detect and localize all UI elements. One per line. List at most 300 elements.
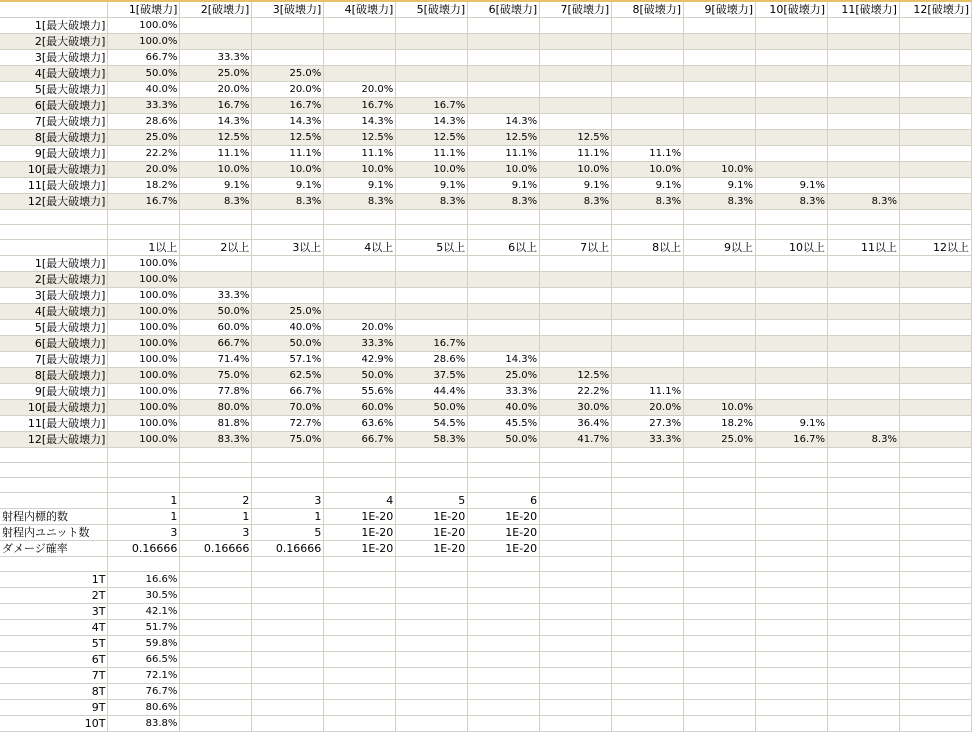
turn-value-cell[interactable]: 59.8%	[108, 636, 180, 652]
empty-cell[interactable]	[612, 130, 684, 146]
empty-cell[interactable]	[899, 130, 971, 146]
empty-cell[interactable]	[540, 700, 612, 716]
empty-cell[interactable]	[899, 604, 971, 620]
empty-cell[interactable]	[756, 146, 828, 162]
turn-value-cell[interactable]: 16.6%	[108, 572, 180, 588]
empty-cell[interactable]	[468, 320, 540, 336]
empty-cell[interactable]	[828, 304, 900, 320]
column-header-cell[interactable]: 1以上	[108, 240, 180, 256]
empty-cell[interactable]	[468, 66, 540, 82]
empty-cell[interactable]	[684, 525, 756, 541]
value-cell[interactable]: 20.0%	[108, 162, 180, 178]
turn-value-cell[interactable]: 42.1%	[108, 604, 180, 620]
empty-cell[interactable]	[684, 541, 756, 557]
value-cell[interactable]: 33.3%	[180, 50, 252, 66]
empty-cell[interactable]	[899, 541, 971, 557]
value-cell[interactable]: 33.3%	[324, 336, 396, 352]
empty-cell[interactable]	[612, 620, 684, 636]
turn-value-cell[interactable]: 66.5%	[108, 652, 180, 668]
value-cell[interactable]: 77.8%	[180, 384, 252, 400]
empty-cell[interactable]	[684, 304, 756, 320]
empty-cell[interactable]	[540, 320, 612, 336]
corner-cell[interactable]	[0, 1, 108, 18]
empty-cell[interactable]	[612, 66, 684, 82]
column-header-cell[interactable]: 8[破壊力]	[612, 1, 684, 18]
empty-cell[interactable]	[612, 34, 684, 50]
empty-cell[interactable]	[540, 463, 612, 478]
empty-cell[interactable]	[0, 225, 108, 240]
empty-cell[interactable]	[612, 98, 684, 114]
row-label-cell[interactable]: 1[最大破壊力]	[0, 256, 108, 272]
empty-cell[interactable]	[180, 34, 252, 50]
value-cell[interactable]: 8.3%	[828, 432, 900, 448]
empty-cell[interactable]	[828, 256, 900, 272]
empty-cell[interactable]	[252, 684, 324, 700]
value-cell[interactable]: 44.4%	[396, 384, 468, 400]
value-cell[interactable]: 72.7%	[252, 416, 324, 432]
empty-cell[interactable]	[540, 304, 612, 320]
empty-cell[interactable]	[828, 162, 900, 178]
empty-cell[interactable]	[684, 34, 756, 50]
empty-cell[interactable]	[684, 448, 756, 463]
empty-cell[interactable]	[899, 50, 971, 66]
empty-cell[interactable]	[612, 525, 684, 541]
value-cell[interactable]: 14.3%	[468, 352, 540, 368]
row-label-cell[interactable]: 2[最大破壊力]	[0, 34, 108, 50]
empty-cell[interactable]	[684, 336, 756, 352]
empty-cell[interactable]	[756, 620, 828, 636]
empty-cell[interactable]	[252, 636, 324, 652]
value-cell[interactable]: 9.1%	[540, 178, 612, 194]
empty-cell[interactable]	[324, 700, 396, 716]
column-header-cell[interactable]: 9以上	[684, 240, 756, 256]
empty-cell[interactable]	[756, 162, 828, 178]
empty-cell[interactable]	[756, 368, 828, 384]
empty-cell[interactable]	[324, 288, 396, 304]
empty-cell[interactable]	[899, 256, 971, 272]
empty-cell[interactable]	[468, 716, 540, 732]
empty-cell[interactable]	[684, 636, 756, 652]
empty-cell[interactable]	[756, 684, 828, 700]
empty-cell[interactable]	[0, 463, 108, 478]
value-cell[interactable]: 14.3%	[180, 114, 252, 130]
value-cell[interactable]: 11.1%	[612, 384, 684, 400]
empty-cell[interactable]	[396, 304, 468, 320]
value-cell[interactable]: 66.7%	[180, 336, 252, 352]
value-cell[interactable]: 62.5%	[252, 368, 324, 384]
empty-cell[interactable]	[324, 588, 396, 604]
value-cell[interactable]: 12.5%	[252, 130, 324, 146]
value-cell[interactable]: 66.7%	[324, 432, 396, 448]
turn-label-cell[interactable]: 9T	[0, 700, 108, 716]
value-cell[interactable]: 10.0%	[396, 162, 468, 178]
empty-cell[interactable]	[612, 541, 684, 557]
column-header-cell[interactable]: 3[破壊力]	[252, 1, 324, 18]
empty-cell[interactable]	[180, 225, 252, 240]
empty-cell[interactable]	[612, 493, 684, 509]
value-cell[interactable]: 18.2%	[108, 178, 180, 194]
empty-cell[interactable]	[0, 448, 108, 463]
row-label-cell[interactable]: 射程内ユニット数	[0, 525, 108, 541]
empty-cell[interactable]	[684, 572, 756, 588]
empty-cell[interactable]	[756, 114, 828, 130]
empty-cell[interactable]	[396, 588, 468, 604]
row-label-cell[interactable]: 2[最大破壊力]	[0, 272, 108, 288]
empty-cell[interactable]	[180, 588, 252, 604]
empty-cell[interactable]	[324, 272, 396, 288]
value-cell[interactable]: 10.0%	[684, 400, 756, 416]
turn-label-cell[interactable]: 5T	[0, 636, 108, 652]
value-cell[interactable]: 50.0%	[252, 336, 324, 352]
empty-cell[interactable]	[252, 50, 324, 66]
value-cell[interactable]: 28.6%	[108, 114, 180, 130]
empty-cell[interactable]	[828, 352, 900, 368]
empty-cell[interactable]	[612, 572, 684, 588]
turn-label-cell[interactable]: 7T	[0, 668, 108, 684]
empty-cell[interactable]	[108, 448, 180, 463]
empty-cell[interactable]	[396, 636, 468, 652]
empty-cell[interactable]	[540, 66, 612, 82]
value-cell[interactable]: 0.16666	[252, 541, 324, 557]
empty-cell[interactable]	[828, 557, 900, 572]
empty-cell[interactable]	[468, 256, 540, 272]
empty-cell[interactable]	[899, 668, 971, 684]
empty-cell[interactable]	[828, 18, 900, 34]
value-cell[interactable]: 11.1%	[612, 146, 684, 162]
turn-value-cell[interactable]: 83.8%	[108, 716, 180, 732]
value-cell[interactable]: 20.0%	[252, 82, 324, 98]
empty-cell[interactable]	[828, 493, 900, 509]
empty-cell[interactable]	[899, 34, 971, 50]
row-label-cell[interactable]: 3[最大破壊力]	[0, 288, 108, 304]
value-cell[interactable]: 9.1%	[612, 178, 684, 194]
empty-cell[interactable]	[180, 684, 252, 700]
empty-cell[interactable]	[396, 18, 468, 34]
empty-cell[interactable]	[612, 684, 684, 700]
column-header-cell[interactable]: 5	[396, 493, 468, 509]
value-cell[interactable]: 40.0%	[252, 320, 324, 336]
empty-cell[interactable]	[899, 416, 971, 432]
empty-cell[interactable]	[899, 304, 971, 320]
empty-cell[interactable]	[612, 588, 684, 604]
empty-cell[interactable]	[899, 493, 971, 509]
empty-cell[interactable]	[684, 50, 756, 66]
empty-cell[interactable]	[108, 478, 180, 493]
value-cell[interactable]: 8.3%	[468, 194, 540, 210]
empty-cell[interactable]	[612, 114, 684, 130]
empty-cell[interactable]	[396, 668, 468, 684]
value-cell[interactable]: 20.0%	[324, 320, 396, 336]
empty-cell[interactable]	[899, 572, 971, 588]
turn-label-cell[interactable]: 4T	[0, 620, 108, 636]
empty-cell[interactable]	[540, 684, 612, 700]
turn-label-cell[interactable]: 10T	[0, 716, 108, 732]
value-cell[interactable]: 60.0%	[180, 320, 252, 336]
value-cell[interactable]: 10.0%	[540, 162, 612, 178]
empty-cell[interactable]	[180, 256, 252, 272]
value-cell[interactable]: 8.3%	[252, 194, 324, 210]
empty-cell[interactable]	[828, 178, 900, 194]
empty-cell[interactable]	[324, 572, 396, 588]
empty-cell[interactable]	[252, 620, 324, 636]
empty-cell[interactable]	[396, 288, 468, 304]
value-cell[interactable]: 1	[108, 509, 180, 525]
value-cell[interactable]: 50.0%	[396, 400, 468, 416]
empty-cell[interactable]	[828, 50, 900, 66]
empty-cell[interactable]	[828, 288, 900, 304]
value-cell[interactable]: 50.0%	[324, 368, 396, 384]
empty-cell[interactable]	[684, 146, 756, 162]
empty-cell[interactable]	[540, 620, 612, 636]
empty-cell[interactable]	[828, 604, 900, 620]
empty-cell[interactable]	[899, 448, 971, 463]
empty-cell[interactable]	[684, 384, 756, 400]
empty-cell[interactable]	[899, 98, 971, 114]
empty-cell[interactable]	[612, 478, 684, 493]
value-cell[interactable]: 9.1%	[756, 178, 828, 194]
empty-cell[interactable]	[828, 82, 900, 98]
empty-cell[interactable]	[828, 668, 900, 684]
empty-cell[interactable]	[540, 716, 612, 732]
empty-cell[interactable]	[684, 652, 756, 668]
row-label-cell[interactable]: 12[最大破壊力]	[0, 432, 108, 448]
value-cell[interactable]: 25.0%	[252, 304, 324, 320]
value-cell[interactable]: 100.0%	[108, 400, 180, 416]
empty-cell[interactable]	[684, 272, 756, 288]
empty-cell[interactable]	[684, 98, 756, 114]
empty-cell[interactable]	[828, 98, 900, 114]
empty-cell[interactable]	[899, 463, 971, 478]
empty-cell[interactable]	[180, 448, 252, 463]
value-cell[interactable]: 42.9%	[324, 352, 396, 368]
value-cell[interactable]: 16.7%	[396, 336, 468, 352]
empty-cell[interactable]	[756, 66, 828, 82]
empty-cell[interactable]	[396, 463, 468, 478]
empty-cell[interactable]	[468, 604, 540, 620]
empty-cell[interactable]	[108, 557, 180, 572]
empty-cell[interactable]	[899, 18, 971, 34]
value-cell[interactable]: 14.3%	[396, 114, 468, 130]
value-cell[interactable]: 12.5%	[324, 130, 396, 146]
empty-cell[interactable]	[828, 541, 900, 557]
row-label-cell[interactable]: 12[最大破壊力]	[0, 194, 108, 210]
empty-cell[interactable]	[468, 572, 540, 588]
empty-cell[interactable]	[468, 668, 540, 684]
empty-cell[interactable]	[324, 684, 396, 700]
value-cell[interactable]: 33.3%	[468, 384, 540, 400]
empty-cell[interactable]	[899, 636, 971, 652]
value-cell[interactable]: 33.3%	[612, 432, 684, 448]
empty-cell[interactable]	[540, 288, 612, 304]
empty-cell[interactable]	[540, 50, 612, 66]
value-cell[interactable]: 8.3%	[756, 194, 828, 210]
empty-cell[interactable]	[108, 463, 180, 478]
value-cell[interactable]: 33.3%	[108, 98, 180, 114]
empty-cell[interactable]	[756, 288, 828, 304]
empty-cell[interactable]	[899, 320, 971, 336]
value-cell[interactable]: 83.3%	[180, 432, 252, 448]
column-header-cell[interactable]: 1	[108, 493, 180, 509]
turn-label-cell[interactable]: 2T	[0, 588, 108, 604]
empty-cell[interactable]	[180, 210, 252, 225]
value-cell[interactable]: 80.0%	[180, 400, 252, 416]
value-cell[interactable]: 37.5%	[396, 368, 468, 384]
empty-cell[interactable]	[756, 448, 828, 463]
value-cell[interactable]: 11.1%	[540, 146, 612, 162]
value-cell[interactable]: 0.16666	[180, 541, 252, 557]
empty-cell[interactable]	[756, 98, 828, 114]
empty-cell[interactable]	[540, 588, 612, 604]
empty-cell[interactable]	[612, 716, 684, 732]
empty-cell[interactable]	[396, 225, 468, 240]
column-header-cell[interactable]: 7以上	[540, 240, 612, 256]
empty-cell[interactable]	[540, 541, 612, 557]
empty-cell[interactable]	[468, 18, 540, 34]
value-cell[interactable]: 100.0%	[108, 18, 180, 34]
value-cell[interactable]: 9.1%	[756, 416, 828, 432]
row-label-cell[interactable]: 8[最大破壊力]	[0, 130, 108, 146]
value-cell[interactable]: 1E-20	[468, 509, 540, 525]
empty-cell[interactable]	[756, 604, 828, 620]
turn-value-cell[interactable]: 30.5%	[108, 588, 180, 604]
empty-cell[interactable]	[612, 256, 684, 272]
value-cell[interactable]: 40.0%	[108, 82, 180, 98]
empty-cell[interactable]	[396, 34, 468, 50]
empty-cell[interactable]	[756, 636, 828, 652]
column-header-cell[interactable]: 6[破壊力]	[468, 1, 540, 18]
empty-cell[interactable]	[899, 114, 971, 130]
empty-cell[interactable]	[684, 716, 756, 732]
column-header-cell[interactable]: 8以上	[612, 240, 684, 256]
empty-cell[interactable]	[396, 210, 468, 225]
value-cell[interactable]: 9.1%	[180, 178, 252, 194]
row-label-cell[interactable]: 9[最大破壊力]	[0, 384, 108, 400]
empty-cell[interactable]	[899, 178, 971, 194]
empty-cell[interactable]	[540, 272, 612, 288]
row-label-cell[interactable]: 8[最大破壊力]	[0, 368, 108, 384]
empty-cell[interactable]	[324, 668, 396, 684]
empty-cell[interactable]	[540, 98, 612, 114]
empty-cell[interactable]	[828, 368, 900, 384]
value-cell[interactable]: 33.3%	[180, 288, 252, 304]
value-cell[interactable]: 100.0%	[108, 272, 180, 288]
value-cell[interactable]: 14.3%	[468, 114, 540, 130]
empty-cell[interactable]	[828, 114, 900, 130]
value-cell[interactable]: 9.1%	[684, 178, 756, 194]
value-cell[interactable]: 100.0%	[108, 34, 180, 50]
empty-cell[interactable]	[540, 509, 612, 525]
empty-cell[interactable]	[612, 82, 684, 98]
row-label-cell[interactable]: 6[最大破壊力]	[0, 98, 108, 114]
empty-cell[interactable]	[899, 384, 971, 400]
empty-cell[interactable]	[612, 288, 684, 304]
value-cell[interactable]: 11.1%	[468, 146, 540, 162]
empty-cell[interactable]	[252, 557, 324, 572]
row-label-cell[interactable]: 射程内標的数	[0, 509, 108, 525]
empty-cell[interactable]	[396, 320, 468, 336]
empty-cell[interactable]	[684, 700, 756, 716]
turn-value-cell[interactable]: 72.1%	[108, 668, 180, 684]
value-cell[interactable]: 100.0%	[108, 432, 180, 448]
value-cell[interactable]: 45.5%	[468, 416, 540, 432]
empty-cell[interactable]	[684, 352, 756, 368]
empty-cell[interactable]	[828, 272, 900, 288]
value-cell[interactable]: 75.0%	[180, 368, 252, 384]
empty-cell[interactable]	[899, 400, 971, 416]
empty-cell[interactable]	[828, 525, 900, 541]
row-label-cell[interactable]: 5[最大破壊力]	[0, 82, 108, 98]
value-cell[interactable]: 9.1%	[396, 178, 468, 194]
empty-cell[interactable]	[180, 272, 252, 288]
empty-cell[interactable]	[540, 225, 612, 240]
empty-cell[interactable]	[756, 304, 828, 320]
empty-cell[interactable]	[828, 320, 900, 336]
empty-cell[interactable]	[468, 636, 540, 652]
value-cell[interactable]: 28.6%	[396, 352, 468, 368]
empty-cell[interactable]	[540, 572, 612, 588]
empty-cell[interactable]	[684, 368, 756, 384]
value-cell[interactable]: 8.3%	[684, 194, 756, 210]
empty-cell[interactable]	[468, 288, 540, 304]
empty-cell[interactable]	[540, 448, 612, 463]
empty-cell[interactable]	[756, 18, 828, 34]
value-cell[interactable]: 1E-20	[396, 525, 468, 541]
empty-cell[interactable]	[396, 66, 468, 82]
empty-cell[interactable]	[324, 557, 396, 572]
column-header-cell[interactable]: 11以上	[828, 240, 900, 256]
empty-cell[interactable]	[180, 636, 252, 652]
empty-cell[interactable]	[468, 336, 540, 352]
empty-cell[interactable]	[756, 463, 828, 478]
empty-cell[interactable]	[612, 636, 684, 652]
empty-cell[interactable]	[468, 620, 540, 636]
empty-cell[interactable]	[468, 225, 540, 240]
column-header-cell[interactable]: 3以上	[252, 240, 324, 256]
value-cell[interactable]: 100.0%	[108, 336, 180, 352]
empty-cell[interactable]	[540, 668, 612, 684]
empty-cell[interactable]	[899, 336, 971, 352]
empty-cell[interactable]	[899, 509, 971, 525]
empty-cell[interactable]	[180, 700, 252, 716]
empty-cell[interactable]	[612, 210, 684, 225]
corner-cell[interactable]	[0, 493, 108, 509]
empty-cell[interactable]	[180, 716, 252, 732]
empty-cell[interactable]	[899, 557, 971, 572]
empty-cell[interactable]	[684, 620, 756, 636]
row-label-cell[interactable]: 4[最大破壊力]	[0, 304, 108, 320]
value-cell[interactable]: 14.3%	[252, 114, 324, 130]
value-cell[interactable]: 1E-20	[468, 525, 540, 541]
empty-cell[interactable]	[612, 272, 684, 288]
empty-cell[interactable]	[756, 400, 828, 416]
value-cell[interactable]: 12.5%	[540, 368, 612, 384]
value-cell[interactable]: 16.7%	[756, 432, 828, 448]
empty-cell[interactable]	[252, 700, 324, 716]
empty-cell[interactable]	[108, 210, 180, 225]
empty-cell[interactable]	[899, 368, 971, 384]
empty-cell[interactable]	[828, 509, 900, 525]
value-cell[interactable]: 50.0%	[108, 66, 180, 82]
value-cell[interactable]: 66.7%	[252, 384, 324, 400]
empty-cell[interactable]	[612, 368, 684, 384]
column-header-cell[interactable]: 4以上	[324, 240, 396, 256]
empty-cell[interactable]	[828, 636, 900, 652]
empty-cell[interactable]	[828, 620, 900, 636]
empty-cell[interactable]	[612, 336, 684, 352]
empty-cell[interactable]	[612, 352, 684, 368]
empty-cell[interactable]	[756, 652, 828, 668]
row-label-cell[interactable]: 10[最大破壊力]	[0, 162, 108, 178]
